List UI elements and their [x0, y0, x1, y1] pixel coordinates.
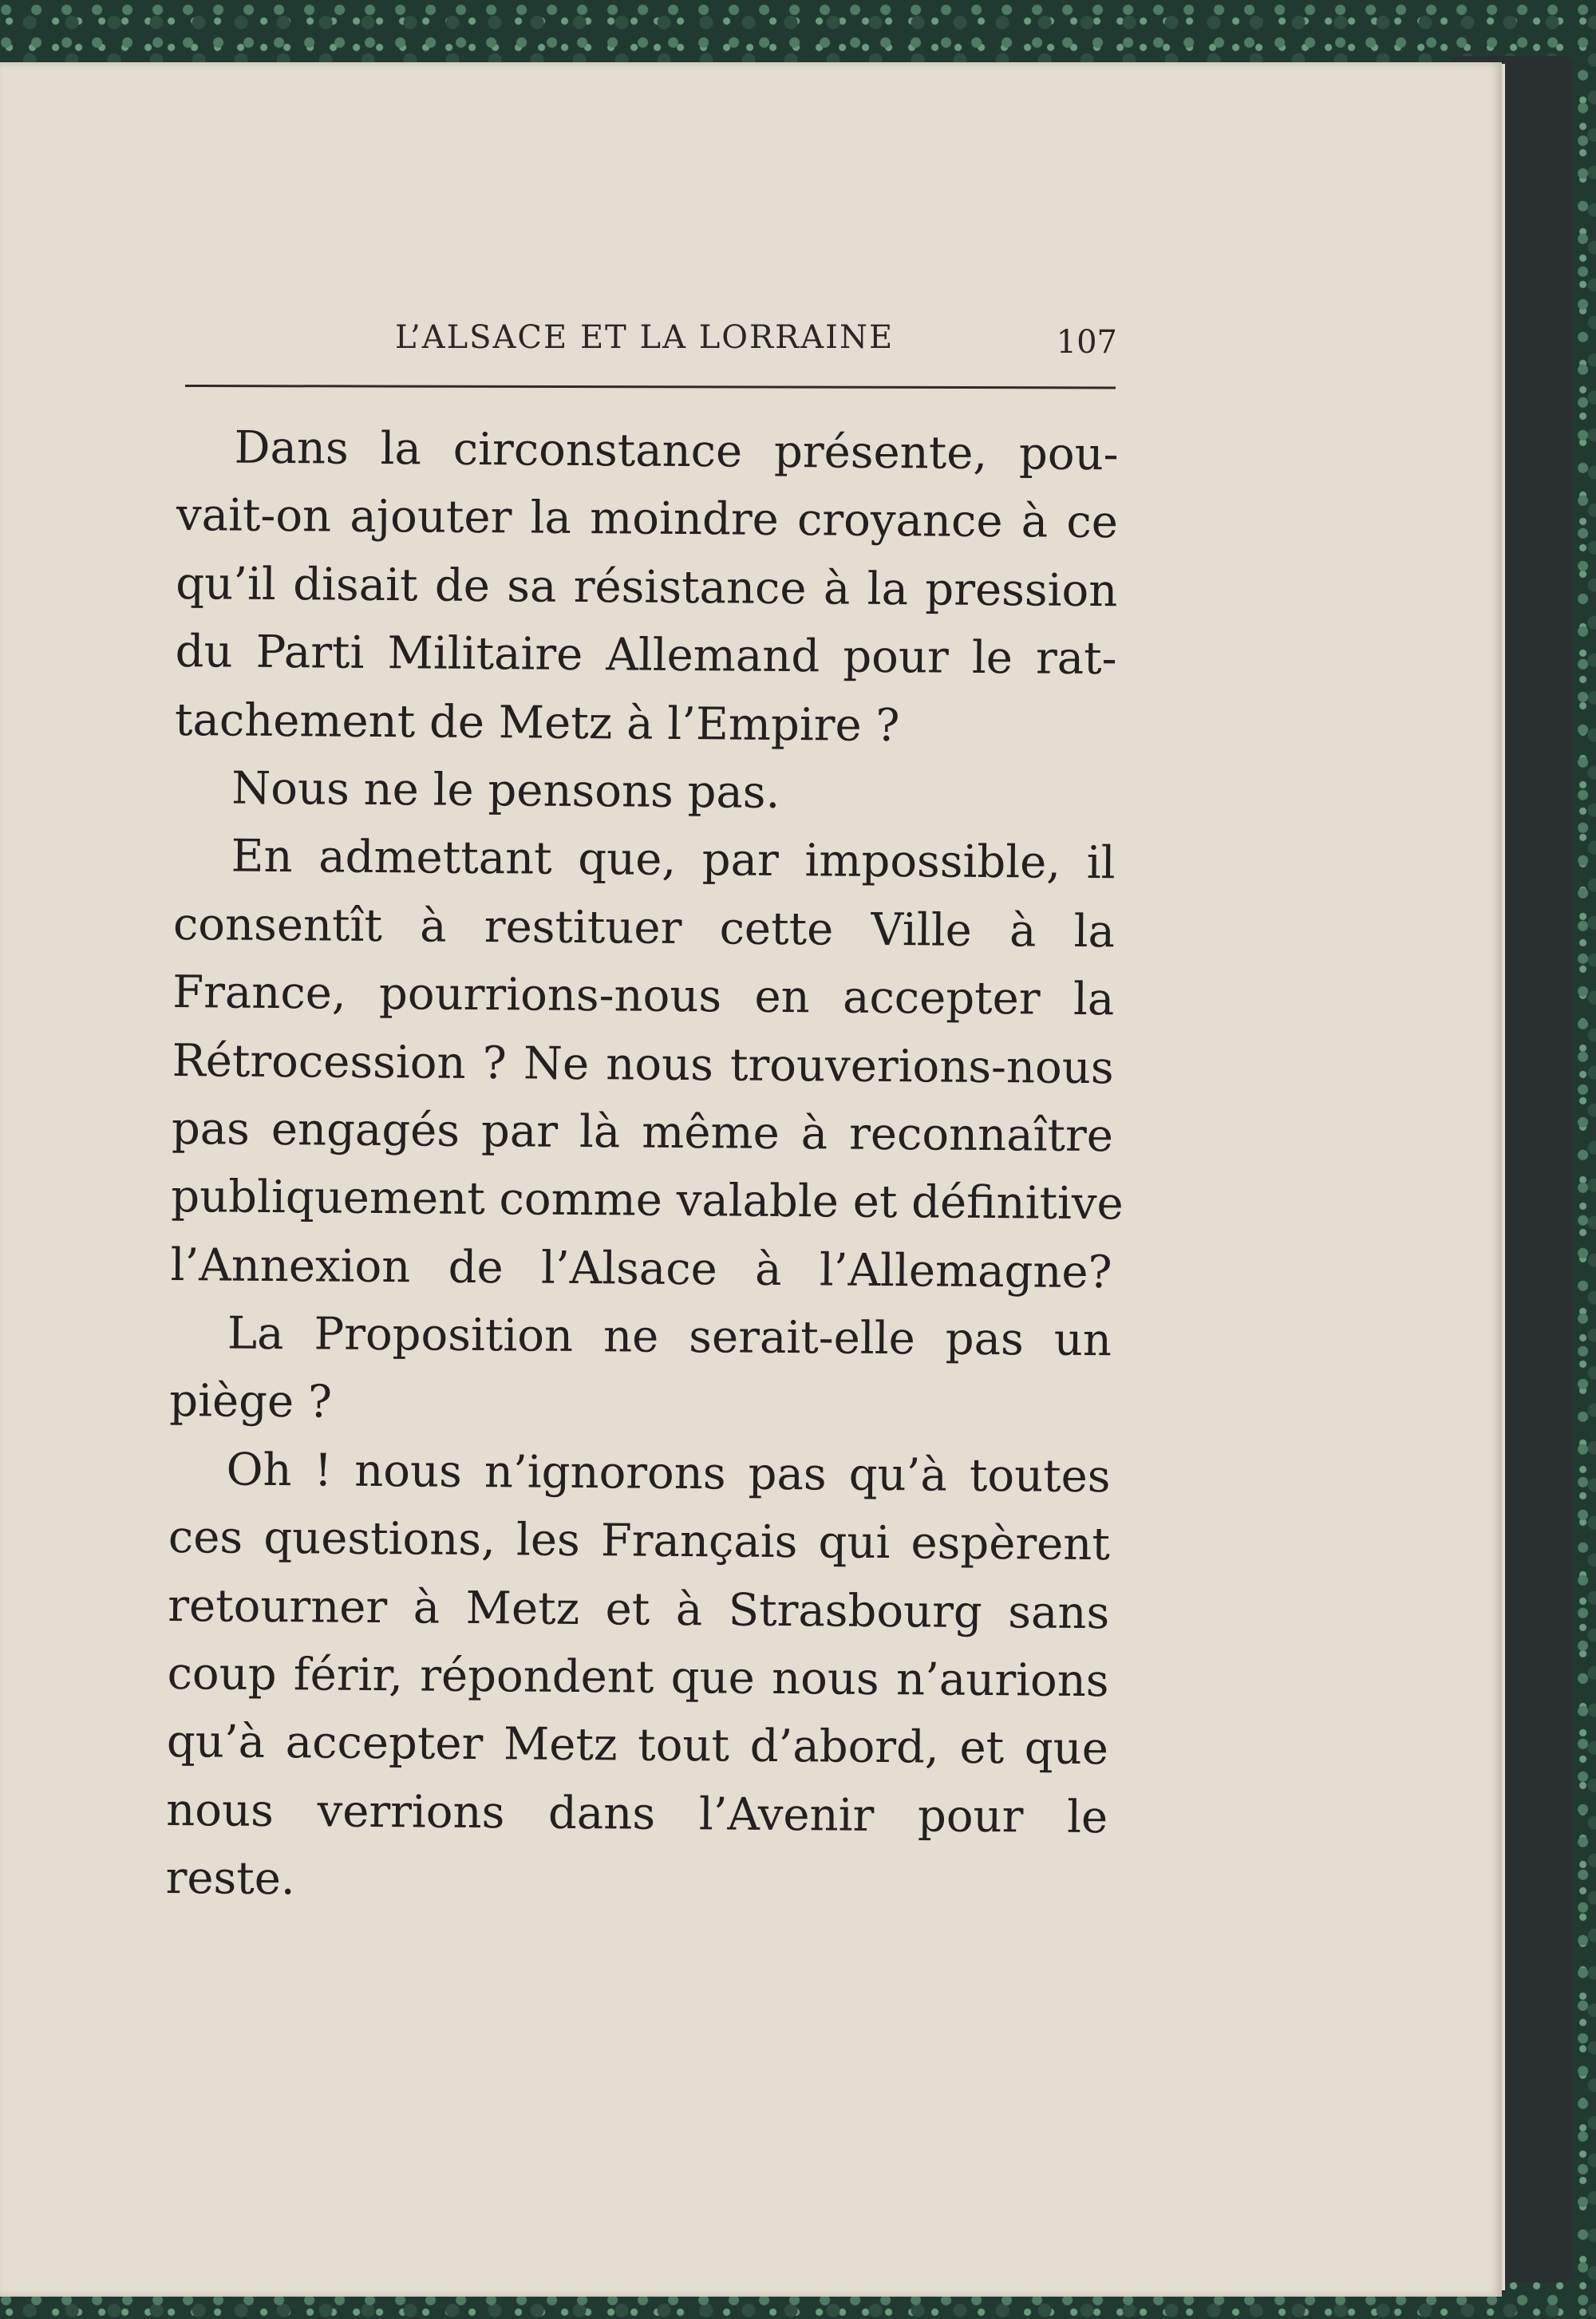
text-line: coup férir, répondent que nous n’aurions	[167, 1647, 1109, 1708]
book-page	[0, 62, 1502, 2297]
text-line: qu’à accepter Metz tout d’abord, et que	[166, 1716, 1109, 1776]
text-line: pas engagés par là même à reconnaître	[171, 1102, 1114, 1163]
text-line: tachement de Metz à l’Empire ?	[174, 693, 900, 752]
text-line: Nous ne le pensons pas.	[231, 762, 780, 819]
text-line: qu’il disait de sa résistance à la pression	[176, 557, 1118, 618]
text-line: consentît à restituer cette Ville à la	[172, 898, 1116, 958]
text-line: En admettant que, par impossible, il	[231, 830, 1116, 890]
text-line: publiquement comme valable et définitive	[171, 1171, 1124, 1231]
text-line: Oh ! nous n’ignorons pas qu’à toutes	[226, 1444, 1111, 1503]
text-line: France, pourrions-nous en accepter la	[172, 966, 1115, 1026]
body-text	[165, 413, 1124, 1920]
running-title: L’ALSACE ET LA LORRAINE	[395, 319, 895, 356]
text-line: ces questions, les Français qui espèrent	[168, 1511, 1111, 1571]
text-line: La Proposition ne serait-elle pas un	[227, 1307, 1112, 1367]
text-line: reste.	[165, 1852, 295, 1906]
text-line: l’Annexion de l’Alsace à l’Allemagne?	[170, 1239, 1112, 1298]
page-number: 107	[1056, 324, 1117, 361]
text-line: vait-on ajouter la moindre croyance à ce	[176, 489, 1119, 549]
header-rule	[185, 385, 1116, 389]
text-line: du Parti Militaire Allemand pour le rat-	[175, 626, 1117, 685]
text-line: retourner à Metz et à Strasbourg sans	[168, 1579, 1110, 1639]
text-line: piège ?	[169, 1375, 333, 1429]
text-line: Dans la circonstance présente, pou-	[234, 421, 1119, 481]
running-header	[184, 319, 1117, 367]
text-line: nous verrions dans l’Avenir pour le	[165, 1784, 1108, 1844]
text-line: Rétrocession ? Ne nous trouverions-nous	[172, 1034, 1114, 1094]
